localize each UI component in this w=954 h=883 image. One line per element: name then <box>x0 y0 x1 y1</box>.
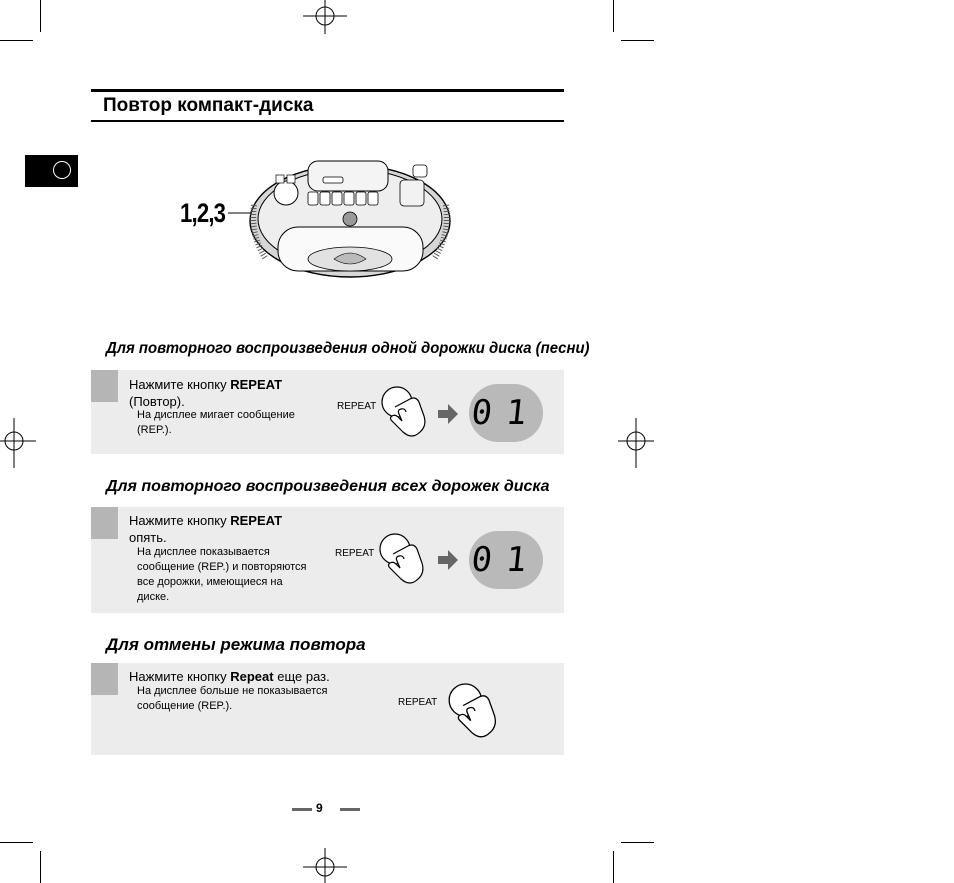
repeat-button-label: REPEAT <box>398 697 438 708</box>
step-marker <box>91 507 118 539</box>
step-marker <box>91 663 118 695</box>
step-instruction <box>129 512 282 546</box>
title-rule-bottom <box>91 120 564 122</box>
lcd-display-text: 01 <box>469 540 543 580</box>
title-rule-top <box>91 89 564 92</box>
section-heading: Для повторного воспроизведения одной дорожки диска (песни) <box>106 340 590 357</box>
registration-mark <box>303 848 347 883</box>
crop-mark <box>613 0 614 32</box>
step-note <box>137 408 295 438</box>
step-note-line: диске. <box>137 591 170 603</box>
step-instruction-prefix: Нажмите кнопку <box>129 669 231 684</box>
lcd-display <box>469 531 543 589</box>
crop-mark <box>40 0 41 32</box>
step-instruction-key: REPEAT <box>230 513 283 528</box>
crop-mark <box>613 851 614 883</box>
step-note <box>137 684 327 714</box>
registration-mark <box>618 418 654 468</box>
step-instruction <box>129 376 282 410</box>
arrow-right-icon <box>436 548 460 572</box>
crop-mark <box>621 842 654 843</box>
section-heading: Для повторного воспроизведения всех дорожек диска <box>106 478 550 495</box>
step-note-line: сообщение (REP.) и повторяются <box>137 561 307 573</box>
page-title: Повтор компакт-диска <box>103 95 314 116</box>
step-note-line: На дисплее показывается <box>137 546 270 558</box>
pressing-hand-icon <box>447 681 503 743</box>
step-instruction-suffix: опять. <box>129 530 167 545</box>
step-instruction-key: REPEAT <box>230 377 283 392</box>
section-heading: Для отмены режима повтора <box>106 635 366 654</box>
pressing-hand-icon <box>380 385 432 441</box>
page-number-dash <box>340 808 360 811</box>
crop-mark <box>40 851 41 883</box>
step-instruction-prefix: Нажмите кнопку <box>129 377 231 392</box>
step-instruction <box>129 668 330 685</box>
lcd-display-text: 01 <box>469 393 543 433</box>
page-number: 9 <box>316 801 323 815</box>
page-number-dash <box>292 808 312 811</box>
step-note-line: сообщение (REP.). <box>137 700 233 712</box>
step-instruction-prefix: Нажмите кнопку <box>129 513 231 528</box>
step-note-line: На дисплее больше не показывается <box>137 685 328 697</box>
lcd-display <box>469 384 543 442</box>
language-circle-icon <box>53 161 71 179</box>
crop-mark <box>0 40 33 41</box>
registration-mark <box>303 0 347 34</box>
pressing-hand-icon <box>378 532 430 588</box>
step-instruction-key: Repeat <box>230 669 274 684</box>
cd-player-illustration <box>228 155 456 283</box>
repeat-button-label: REPEAT <box>337 401 377 412</box>
step-note-line: все дорожки, имеющиеся на <box>137 576 283 588</box>
step-note-line: На дисплее мигает сообщение <box>137 409 295 421</box>
step-note <box>137 545 306 605</box>
step-marker <box>91 370 118 402</box>
step-note-line: (REP.). <box>137 424 172 436</box>
step-instruction-suffix: (Повтор). <box>129 394 185 409</box>
crop-mark <box>0 842 33 843</box>
repeat-button-label: REPEAT <box>335 548 375 559</box>
device-callout-label: 1,2,3 <box>180 198 226 228</box>
arrow-right-icon <box>436 402 460 426</box>
crop-mark <box>621 40 654 41</box>
step-instruction-suffix: еще раз. <box>273 669 330 684</box>
registration-mark <box>0 418 36 468</box>
